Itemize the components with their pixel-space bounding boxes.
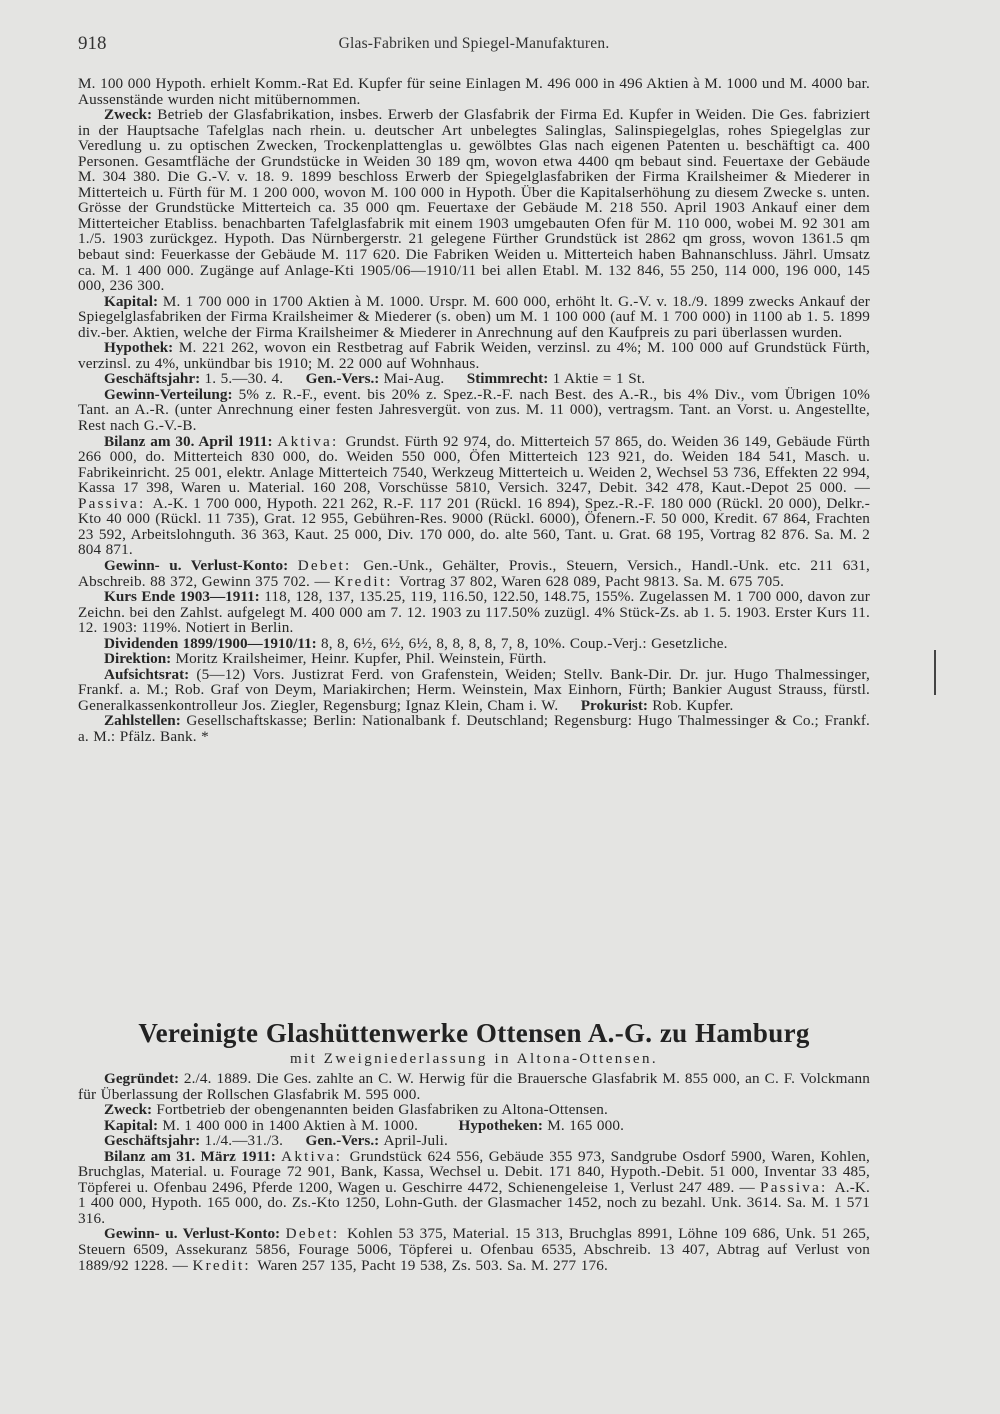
field-text: Grundstück 624 556, Gebäude 355 973, Sandgrube Osdorf 5900, Waren, Kohlen, Bruchglas, Material. u. Fourage 72 901, Bank, Kassa, Wechsel u. Debit. 171 840, Hypoth.-Debit. 51 000, Inventar 33 485, Töpferei u. Ofenbau 2496, Pferde 1200, Wagen u. Geschirre 4472, Schienengeleise 1, Verlust 247 489. — [78, 1147, 870, 1196]
account-side-label: Aktiva: [277, 432, 346, 450]
account-side-label: Passiva: [78, 494, 153, 512]
field-text: (5—12) Vors. Justizrat Ferd. von Grafenstein, Weiden; Stellv. Bank-Dir. Dr. jur. Hugo Thalmessinger, Frankf. a. M.; Rob. Graf von Deym, Mariakirchen; Herm. Weinstein, Max Einhorn, Fürth; Bankier August Strauss, fürstl. Generalkassenkontrolleur Jos. Ziegler, Regensburg; Ignaz Klein, Cham i. W. [78, 665, 870, 714]
field-text: M. 100 000 Hypoth. erhielt Komm.-Rat Ed. Kupfer für seine Einlagen M. 496 000 in 496 Aktien à M. 1000 und M. 4000 bar. Aussenstände wurden nicht mitübernommen. [78, 75, 870, 108]
field-label: Gegründet: [104, 1070, 184, 1087]
field-label: Zahlstellen: [104, 712, 187, 730]
field-text: Gen.-Unk., Gehälter, Provis., Steuern, Versich., Handl.-Unk. etc. 211 631, Abschreib. 88 372, Gewinn 375 702. — [78, 556, 870, 590]
field-label: Aufsichtsrat: [104, 665, 197, 683]
entry-body [78, 1071, 870, 1273]
field-text: Gesellschaftskasse; Berlin: Nationalbank f. Deutschland; Regensburg: Hugo Thalmessinger & Co.; Frankf. a. M.: Pfälz. Bank. * [78, 712, 870, 745]
field-text: A.-K. 1 700 000, Hypoth. 221 262, R.-F. 117 201 (Rückl. 16 894), Spez.-R.-F. 180 000 (Rückl. 20 000), Delkr.-Kto 40 000 (Rückl. 11 735), Grat. 12 955, Gebühren-Res. 9000 (Rückl. 6000), Öfenern.-F. 50 000, Kredit. 67 864, Frachten 23 592, Arbeitslohnguth. 36 363, Kaut. 25 000, Div. 170 000, do. alte 560, Tant. u. Grat. 68 195, Vortrag 82 876. Sa. M. 2 804 871. [78, 494, 870, 559]
field-text: 5% z. R.-F., event. bis 20% z. Spez.-R.-F. nach Best. des A.-R., bis 4% Div., vom Übrigen 10% Tant. an A.-R. (unter Anrechnung einer festen Jahresvergüt. von zus. M. 11 000), vertragsm. Tant. an Vorst. u. Angestellte, Rest nach G.-V.-B. [78, 385, 870, 435]
field-label: Gewinn-Verteilung: [104, 385, 239, 403]
field-label: Hypotheken: [458, 1116, 548, 1134]
field-label: Zweck: [104, 106, 158, 124]
field-text: M. 1 400 000 in 1400 Aktien à M. 1000. [162, 1116, 423, 1134]
company-entry-continued [78, 76, 870, 745]
field-text: 1./4.—31./3. [204, 1132, 288, 1150]
field-text: 2./4. 1889. Die Ges. zahlte an C. W. Herwig für die Brauersche Glasfabrik M. 855 000, an C. F. Volckmann für Überlassung der Rollschen Glasfabrik M. 595 000. [78, 1070, 870, 1103]
field-text: M. 165 000. [547, 1116, 625, 1134]
account-side-label: Debet: [285, 1225, 348, 1243]
paragraph [78, 1226, 870, 1273]
field-text: 8, 8, 6½, 6½, 6½, 8, 8, 8, 8, 7, 8, 10%. Coup.-Verj.: Gesetzliche. [321, 634, 728, 652]
field-text: Grundst. Fürth 92 974, do. Mitterteich 57 865, do. Weiden 36 149, Gebäude Fürth 266 000, do. Mitterteich 830 000, do. Weiden 550 000, Öfen Mitterteich 123 921, do. Weiden 184 541, Masch. u. Fabrikeinricht. 25 001, elektr. Anlage Mitterteich 7540, Werkzeug Mitterteich u. Weiden 2, Wechsel 53 736, Effekten 22 994, Kassa 17 398, Waren u. Material. 160 208, Vorschüsse 5810, Versich. 3247, Debit. 342 478, Kaut.-Depot 25 000. — [78, 432, 870, 497]
field-label: Gen.-Vers.: [305, 370, 384, 388]
account-side-label: Kredit: [334, 572, 400, 590]
paragraph [78, 667, 870, 714]
account-side-label: Aktiva: [281, 1147, 350, 1165]
field-text: 118, 128, 137, 135.25, 119, 116.50, 122.50, 148.75, 155%. Zugelassen M. 1 700 000, davon zur Zeichn. bei den Zahlst. aufgelegt M. 400 000 am 7. 12. 1903 zu 117.50% zuzügl. 4% Stück-Zs. ab 1. 5. 1903. Erster Kurs 11. 12. 1903: 119%. Notiert in Berlin. [78, 588, 870, 637]
field-text: 1 Aktie = 1 St. [552, 370, 646, 388]
field-label: Zweck: [104, 1101, 157, 1119]
field-label: Kurs Ende 1903—1911: [104, 588, 265, 606]
paragraph [78, 434, 870, 558]
account-side-label: Kredit: [192, 1256, 258, 1274]
field-label: Gewinn- u. Verlust-Konto: [104, 556, 298, 574]
paragraph [78, 1071, 870, 1102]
field-text: Vortrag 37 802, Waren 628 089, Pacht 9813. Sa. M. 675 705. [399, 572, 785, 590]
field-label: Stimmrecht: [466, 370, 553, 388]
paragraph [78, 340, 870, 371]
company-entry-ottensen [78, 1017, 870, 1273]
paragraph [78, 589, 870, 636]
paragraph [78, 76, 870, 107]
running-title: Glas-Fabriken und Spiegel-Manufakturen. [338, 35, 610, 52]
field-text: Fortbetrieb der obengenannten beiden Glasfabriken zu Altona-Ottensen. [156, 1101, 608, 1119]
paragraph [78, 294, 870, 341]
paragraph [78, 636, 870, 652]
running-header [78, 33, 870, 57]
field-label: Prokurist: [580, 696, 653, 714]
field-label: Kapital: [104, 292, 163, 310]
field-label: Bilanz am 31. März 1911: [104, 1147, 282, 1165]
field-text: Rob. Kupfer. [652, 696, 734, 714]
field-label: Kapital: [104, 1116, 163, 1134]
field-text: M. 1 700 000 in 1700 Aktien à M. 1000. Urspr. M. 600 000, erhöht lt. G.-V. v. 18./9. 1899 zwecks Ankauf der Spiegelglasfabriken der Firma Krailsheimer & Miederer (s. oben) um M. 1 100 000 (auf M. 1 700 000) in 1100 ab 1. 5. 1899 div.-ber. Aktien, welche der Firma Krailsheimer & Miederer in Anrechnung auf den Kaufpreis zu pari überlassen wurden. [78, 292, 870, 341]
account-side-label: Debet: [297, 556, 364, 574]
paragraph [78, 387, 870, 434]
paragraph [78, 107, 870, 294]
company-title: Vereinigte Glashüttenwerke Ottensen A.-G. zu Hamburg [138, 1018, 810, 1048]
field-label: Geschäftsjahr: [104, 370, 205, 388]
field-label: Gen.-Vers.: [305, 1132, 384, 1150]
page-number: 918 [78, 33, 107, 54]
field-label: Hypothek: [104, 339, 179, 357]
field-text: Mai-Aug. [383, 370, 449, 388]
paragraph [78, 1149, 870, 1227]
field-text: Moritz Krailsheimer, Heinr. Kupfer, Phil. Weinstein, Fürth. [175, 650, 547, 668]
field-text: April-Juli. [383, 1132, 448, 1150]
paragraph [78, 1102, 870, 1118]
company-subtitle: mit Zweigniederlassung in Altona-Ottensen. [289, 1051, 659, 1067]
paragraph [78, 1118, 870, 1134]
field-text: A.-K. 1 400 000, Hypoth. 165 000, do. Zs.-Kto 1250, Lohn-Guth. der Glasmacher 1452, noch zu bezahl. Unk. 3614. Sa. M. 1 571 316. [78, 1178, 870, 1227]
field-text: M. 221 262, wovon ein Restbetrag auf Fabrik Weiden, verzinsl. zu 4%; M. 100 000 auf Grundstück Fürth, verzinsl. zu 4%, unkündbar bis 1910; M. 22 000 auf Wohnhaus. [78, 339, 870, 372]
field-label: Gewinn- u. Verlust-Konto: [104, 1225, 286, 1243]
field-label: Geschäftsjahr: [104, 1132, 205, 1150]
paragraph [78, 1133, 870, 1149]
field-label: Dividenden 1899/1900—1910/11: [104, 634, 322, 652]
field-label: Bilanz am 30. April 1911: [104, 432, 278, 450]
paragraph [78, 651, 870, 667]
field-text: 1. 5.—30. 4. [204, 370, 288, 388]
paragraph [78, 713, 870, 744]
scan-artifact-line [934, 650, 936, 695]
paragraph [78, 371, 870, 387]
account-side-label: Passiva: [760, 1178, 835, 1196]
field-text: Betrieb der Glasfabrikation, insbes. Erwerb der Glasfabrik der Firma Ed. Kupfer in Weiden. Die Ges. fabriziert in der Hauptsache Tafelglas nach rhein. u. deutscher Art unbelegtes Salinglas, Salinspiegelglas, rohes Spiegelglas zur Veredlung u. zu optischen Zwecken, Trockenplattenglas u. gewölbtes Glas nach eigenen Patenten u. beschäftigt ca. 400 Personen. Gesamtfläche der Grundstücke in Weiden 30 189 qm, wovon etwa 4400 qm bebaut sind. Feuertaxe der Gebäude M. 304 380. Die G.-V. v. 18. 9. 1899 beschloss Erwerb der Spiegelglasfabriken der Firma Krailsheimer & Miederer in Mitterteich u. Fürth für M. 1 200 000, wovon M. 100 000 in Hypoth. Über die Kapitalserhöhung zu diesem Zwecke s. unten. Grösse der Grundstücke Mitterteich ca. 35 000 qm. Feuertaxe der Gebäude M. 218 550. April 1903 Ankauf einer dem Mitterteicher Etabliss. benachbarten Tafelglasfabrik mit einem 1903 umgebauten Ofen für M. 110 000, wobei M. 92 301 am 1./5. 1903 zurückgez. Hypoth. Das Nürnbergerstr. 21 gelegene Fürther Grundstück ist 2862 qm gross, wovon 1361.5 qm bebaut sind: Feuerkasse der Gebäude M. 117 620. Die Fabriken Weiden u. Mitterteich haben Bahnanschluss. Jährl. Umsatz ca. M. 1 400 000. Zugänge auf Anlage-Kti 1905/06—1910/11 bei allen Etabl. M. 132 846, 55 250, 114 000, 196 000, 145 000, 236 300. [78, 106, 870, 295]
paragraph [78, 558, 870, 589]
field-text: Kohlen 53 375, Material. 15 313, Bruchglas 8991, Löhne 109 686, Unk. 51 265, Steuern 6509, Assekuranz 5856, Fourage 5006, Töpferei u. Ofenbau 6535, Abschreib. 13 407, Abtrag auf Verlust von 1889/92 1228. — [78, 1225, 870, 1274]
field-text: Waren 257 135, Pacht 19 538, Zs. 503. Sa. M. 277 176. [257, 1256, 608, 1274]
field-label: Direktion: [104, 650, 176, 668]
